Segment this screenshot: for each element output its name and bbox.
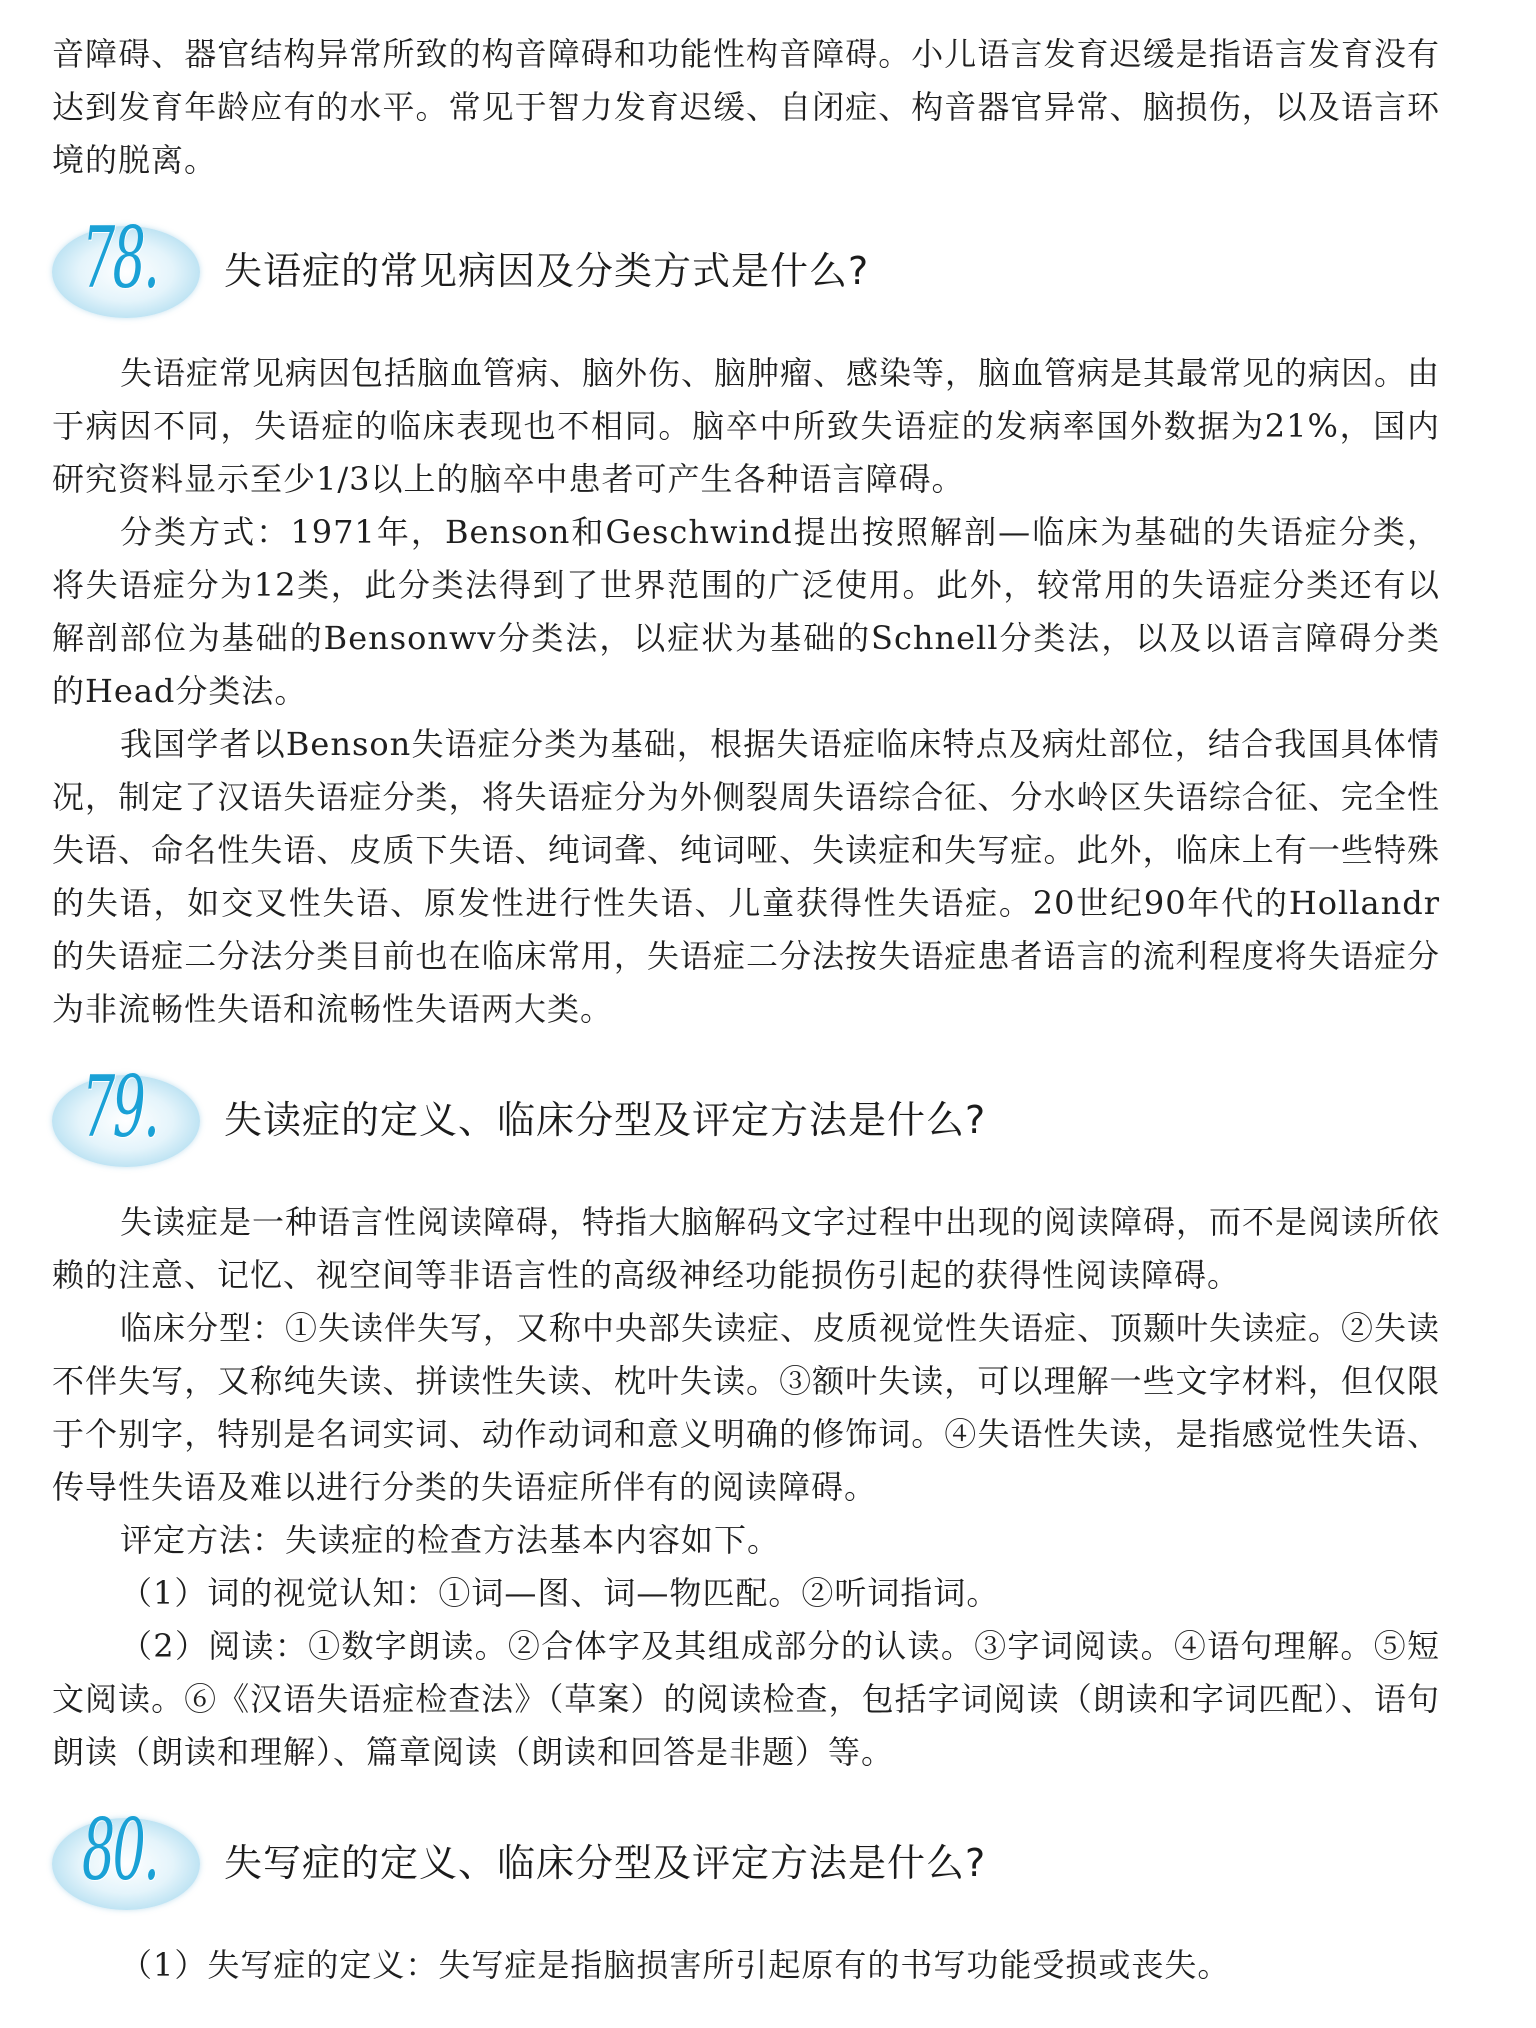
section-78-paragraph-2: 分类方式：1971年，Benson和Geschwind提出按照解剖—临床为基础的失语症分类，将失语症分为12类，此分类法得到了世界范围的广泛使用。此外，较常用的失语症分类还有以解剖部位为基础的Bensonwv分类法，以症状为基础的Schnell分类法，以及以语言障碍分类的Head分类法。 — [52, 513, 1440, 710]
page-content — [52, 28, 1440, 1992]
section-79-number: 79. — [82, 1058, 158, 1156]
section-80-paragraph-1: （1）失写症的定义：失写症是指脑损害所引起原有的书写功能受损或丧失。 — [120, 1946, 1231, 1984]
section-79-paragraph-2: 临床分型：①失读伴失写，又称中央部失读症、皮质视觉性失语症、顶颞叶失读症。②失读不伴失写，又称纯失读、拼读性失读、枕叶失读。③额叶失读，可以理解一些文字材料，但仅限于个别字，特别是名词实词、动作动词和意义明确的修饰词。④失语性失读，是指感觉性失语、传导性失语及难以进行分类的失语症所伴有的阅读障碍。 — [52, 1309, 1441, 1506]
section-79-header — [52, 1054, 1440, 1178]
section-78-title: 失语症的常见病因及分类方式是什么? — [224, 248, 870, 293]
section-78-paragraph-3: 我国学者以Benson失语症分类为基础，根据失语症临床特点及病灶部位，结合我国具体情况，制定了汉语失语症分类，将失语症分为外侧裂周失语综合征、分水岭区失语综合征、完全性失语、命名性失语、皮质下失语、纯词聋、纯词哑、失读症和失写症。此外，临床上有一些特殊的失语，如交叉性失语、原发性进行性失语、儿童获得性失语症。20世纪90年代的Hollandr的失语症二分法分类目前也在临床常用，失语症二分法按失语症患者语言的流利程度将失语症分为非流畅性失语和流畅性失语两大类。 — [52, 725, 1440, 1028]
intro-paragraph: 音障碍、器官结构异常所致的构音障碍和功能性构音障碍。小儿语言发育迟缓是指语言发育没有达到发育年龄应有的水平。常见于智力发育迟缓、自闭症、构音器官异常、脑损伤，以及语言环境的脱离。 — [52, 35, 1440, 179]
section-79-paragraph-1: 失读症是一种语言性阅读障碍，特指大脑解码文字过程中出现的阅读障碍，而不是阅读所依赖的注意、记忆、视空间等非语言性的高级神经功能损伤引起的获得性阅读障碍。 — [52, 1203, 1441, 1294]
section-80-number: 80. — [82, 1801, 158, 1899]
section-78-badge — [52, 209, 202, 322]
section-79-paragraph-5: （2）阅读：①数字朗读。②合体字及其组成部分的认读。③字词阅读。④语句理解。⑤短文阅读。⑥《汉语失语症检查法》（草案）的阅读检查，包括字词阅读（朗读和字词匹配）、语句朗读（朗读和理解）、篇章阅读（朗读和回答是非题）等。 — [52, 1627, 1440, 1771]
section-80-badge — [52, 1801, 202, 1914]
section-80-header — [52, 1797, 1440, 1921]
section-78-paragraph-1: 失语症常见病因包括脑血管病、脑外伤、脑肿瘤、感染等，脑血管病是其最常见的病因。由于病因不同，失语症的临床表现也不相同。脑卒中所致失语症的发病率国外数据为21%，国内研究资料显示至少1/3以上的脑卒中患者可产生各种语言障碍。 — [52, 354, 1441, 498]
section-78-number: 78. — [82, 209, 158, 307]
section-78-header — [52, 205, 1440, 329]
section-80-title: 失写症的定义、临床分型及评定方法是什么? — [224, 1840, 987, 1885]
section-79-title: 失读症的定义、临床分型及评定方法是什么? — [224, 1097, 987, 1142]
section-79-badge — [52, 1058, 202, 1171]
section-79-paragraph-3: 评定方法：失读症的检查方法基本内容如下。 — [120, 1521, 781, 1559]
section-79-paragraph-4: （1）词的视觉认知：①词—图、词—物匹配。②听词指词。 — [120, 1574, 1000, 1612]
